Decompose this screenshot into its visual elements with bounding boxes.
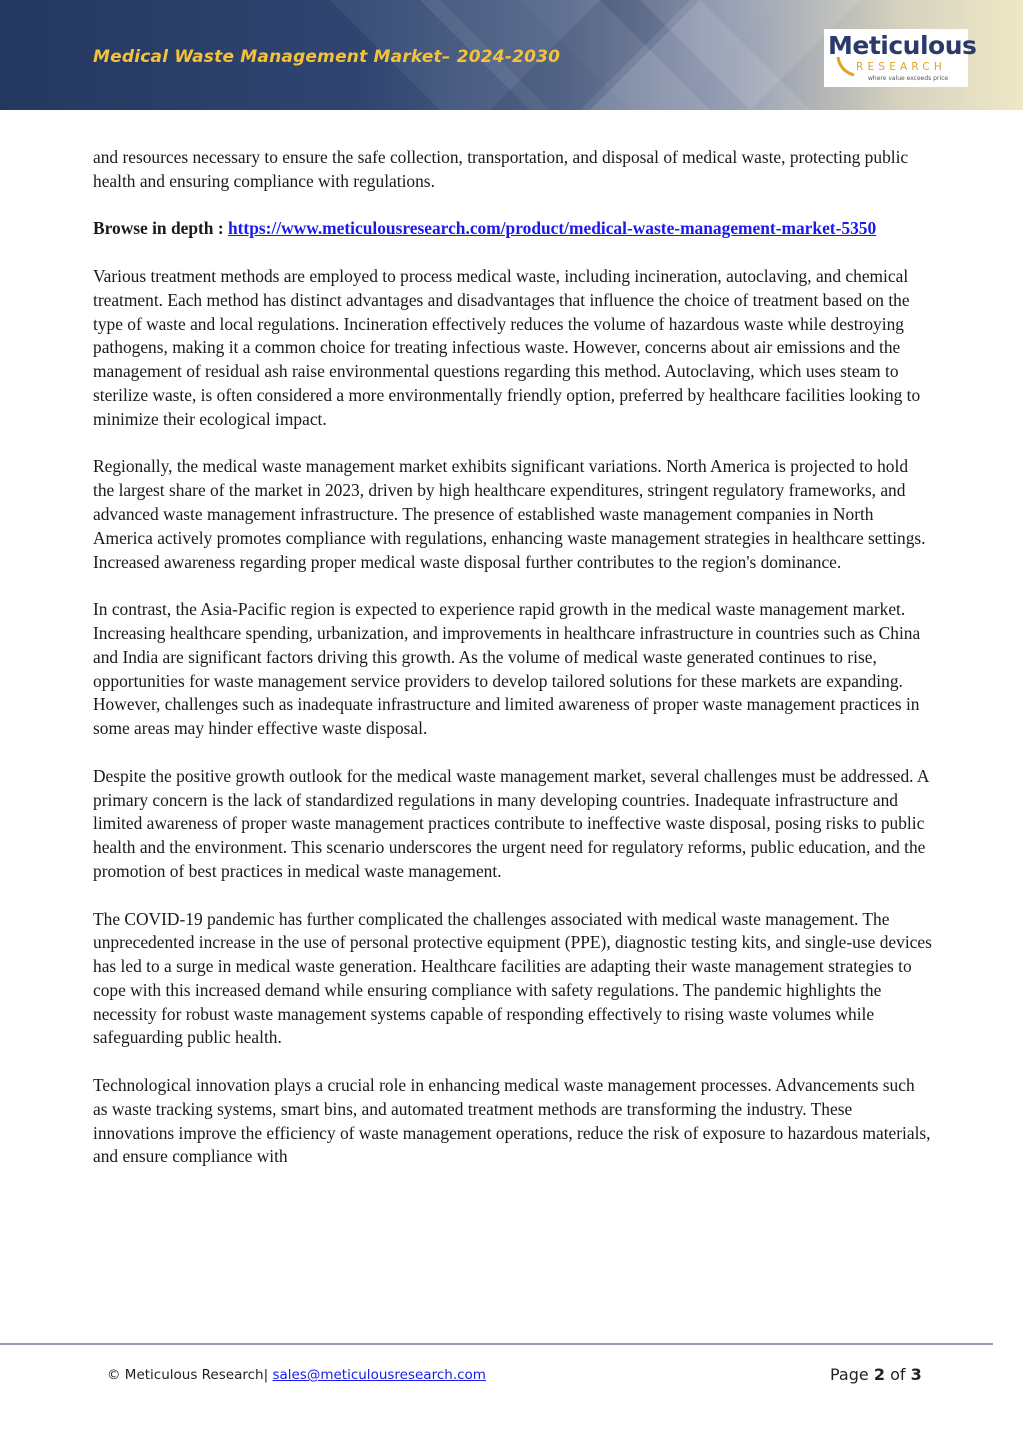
logo-tagline: where value exceeds price <box>868 75 949 82</box>
footer-divider <box>0 1343 993 1345</box>
meticulous-research-logo <box>824 29 977 87</box>
paragraph: and resources necessary to ensure the safe collection, transportation, and disposal of medical waste, protecting public health and ensuring compliance with regulations. <box>93 147 909 191</box>
page-header <box>0 0 1023 110</box>
logo-swoosh-icon <box>836 55 856 77</box>
logo-name: Meticulous <box>828 31 977 60</box>
footer-copyright: © Meticulous Research| <box>107 1367 269 1383</box>
document-title: Medical Waste Management Market– 2024-2030 <box>93 47 561 67</box>
page-prefix: Page <box>830 1365 869 1384</box>
paragraph: Technological innovation plays a crucial role in enhancing medical waste management processes. Advancements such as waste tracking systems, smart bins, and automated treatment methods are transforming the industry. These innovations improve the efficiency of waste management operations, reduce the risk of exposure to hazardous materials, and ensure compliance with <box>93 1075 931 1167</box>
browse-label: Browse in depth : <box>93 218 224 239</box>
footer-contact <box>107 1367 486 1383</box>
paragraph: Regionally, the medical waste management market exhibits significant variations. North America is projected to hold the largest share of the market in 2023, driven by high healthcare expenditures, stringent regulatory frameworks, and advanced waste management infrastructure. The presence of established waste management companies in North America actively promotes compliance with regulations, enhancing waste management strategies in healthcare settings. Increased awareness regarding proper medical waste disposal further contributes to the region's dominance. <box>93 456 926 572</box>
document-body <box>93 146 933 1193</box>
paragraph: The COVID-19 pandemic has further complicated the challenges associated with medical waste management. The unprecedented increase in the use of personal protective equipment (PPE), diagnostic testing kits, and single-use devices has led to a surge in medical waste generation. Healthcare facilities are adapting their waste management strategies to cope with this increased demand while ensuring compliance with safety regulations. The pandemic highlights the necessity for robust waste management systems capable of responding effectively to rising waste volumes while safeguarding public health. <box>93 908 932 1048</box>
logo-subtitle: RESEARCH <box>856 61 947 73</box>
browse-in-depth <box>93 217 933 241</box>
page-of: of <box>890 1365 906 1384</box>
paragraph: Various treatment methods are employed to process medical waste, including incineration, autoclaving, and chemical treatment. Each method has distinct advantages and disadvantages that influence the choice of treatment based on the type of waste and local regulations. Incineration effectively reduces the volume of hazardous waste while destroying pathogens, making it a common choice for treating infectious waste. However, concerns about air emissions and the management of residual ash raise environmental questions regarding this method. Autoclaving, which uses steam to sterilize waste, is often considered a more environmentally friendly option, preferred by healthcare facilities looking to minimize their ecological impact. <box>93 265 921 429</box>
footer-email-link[interactable]: sales@meticulousresearch.com <box>272 1367 486 1383</box>
paragraph: In contrast, the Asia-Pacific region is expected to experience rapid growth in the medical waste management market. Increasing healthcare spending, urbanization, and improvements in healthcare infrastructure in countries such as China and India are significant factors driving this growth. As the volume of medical waste generated continues to rise, opportunities for waste management service providers to develop tailored solutions for these markets are expanding. However, challenges such as inadequate infrastructure and limited awareness of proper waste management practices in some areas may hinder effective waste disposal. <box>93 599 921 739</box>
page-number <box>830 1365 922 1384</box>
page-total: 3 <box>910 1365 922 1384</box>
page-current: 2 <box>873 1365 885 1384</box>
paragraph: Despite the positive growth outlook for the medical waste management market, several challenges must be addressed. A primary concern is the lack of standardized regulations in many developing countries. Inadequate infrastructure and limited awareness of proper waste management practices contribute to ineffective waste disposal, posing risks to public health and the environment. This scenario underscores the urgent need for regulatory reforms, public education, and the promotion of best practices in medical waste management. <box>93 765 929 881</box>
report-link[interactable]: https://www.meticulousresearch.com/product/medical-waste-management-market-5350 <box>227 218 877 239</box>
